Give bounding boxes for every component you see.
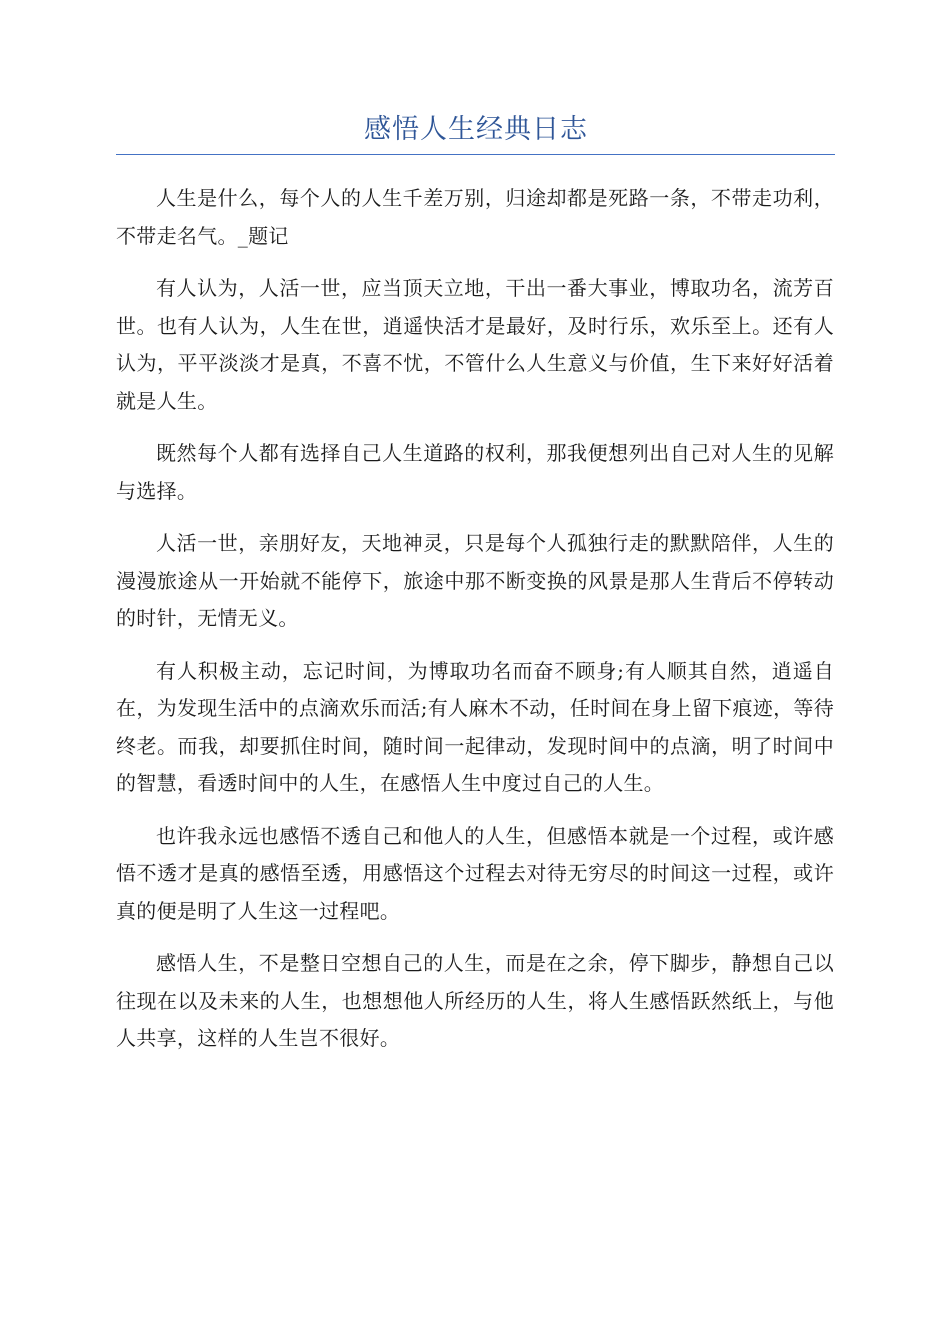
paragraph: 也许我永远也感悟不透自己和他人的人生，但感悟本就是一个过程，或许感悟不透才是真的感悟至透，用感悟这个过程去对待无穷尽的时间这一过程，或许真的便是明了人生这一过程吧。 [116, 823, 834, 923]
paragraph: 有人积极主动，忘记时间，为博取功名而奋不顾身;有人顺其自然，逍遥自在，为发现生活中的点滴欢乐而活;有人麻木不动，任时间在身上留下痕迹，等待终老。而我，却要抓住时间，随时间一起律动，发现时间中的点滴，明了时间中的智慧，看透时间中的人生，在感悟人生中度过自己的人生。 [116, 658, 834, 795]
paragraph: 人活一世，亲朋好友，天地神灵，只是每个人孤独行走的默默陪伴，人生的漫漫旅途从一开始就不能停下，旅途中那不断变换的风景是那人生背后不停转动的时针，无情无义。 [116, 531, 834, 630]
paragraph-epigraph: 人生是什么，每个人的人生千差万别，归途却都是死路一条，不带走功利，不带走名气。_题记 [116, 186, 834, 248]
page-title: 感悟人生经典日志 [364, 114, 588, 145]
title-underline [116, 154, 835, 155]
paragraph: 感悟人生，不是整日空想自己的人生，而是在之余，停下脚步，静想自己以往现在以及未来的人生，也想想他人所经历的人生，将人生感悟跃然纸上，与他人共享，这样的人生岂不很好。 [116, 951, 834, 1050]
paragraph: 有人认为，人活一世，应当顶天立地，干出一番大事业，博取功名，流芳百世。也有人认为，人生在世，逍遥快活才是最好，及时行乐，欢乐至上。还有人认为，平平淡淡才是真，不喜不忧，不管什么人生意义与价值，生下来好好活着就是人生。 [116, 276, 834, 413]
article-body [116, 180, 834, 1073]
paragraph: 既然每个人都有选择自己人生道路的权利，那我便想列出自己对人生的见解与选择。 [116, 441, 834, 503]
